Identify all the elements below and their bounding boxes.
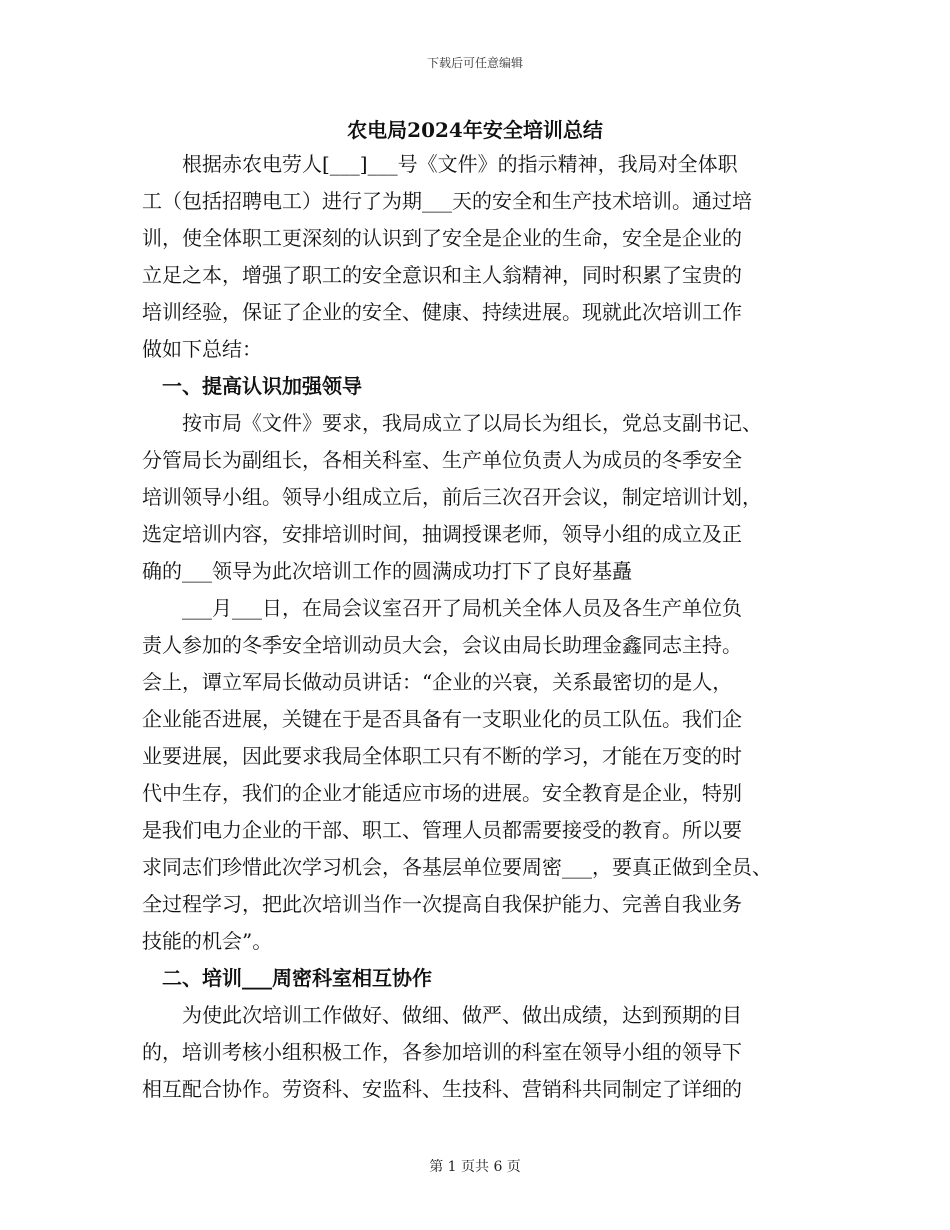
text-line: 企业能否进展，关键在于是否具备有一支职业化的员工队伍。我们企 [142, 707, 742, 731]
section-heading-1: 一、提高认识加强领导 [142, 374, 362, 398]
text-line: 求同志们珍惜此次学习机会，各基层单位要周密___，要真正做到全员、 [142, 855, 772, 879]
text-line: 全过程学习，把此次培训当作一次提高自我保护能力、完善自我业务 [142, 892, 742, 916]
page-header-note: 下载后可任意编辑 [426, 56, 523, 70]
text-line: ___月___日，在局会议室召开了局机关全体人员及各生产单位负 [142, 596, 742, 620]
text-line: 选定培训内容，安排培训时间，抽调授课老师，领导小组的成立及正 [142, 522, 742, 546]
text-line: 分管局长为副组长，各相关科室、生产单位负责人为成员的冬季安全 [142, 448, 742, 472]
section1-paragraph-2 [142, 590, 822, 960]
page-number-footer: 第 1 页共 6 页 [429, 1159, 521, 1175]
text-line: 业要进展，因此要求我局全体职工只有不断的学习，才能在万变的时 [142, 744, 742, 768]
text-line: 是我们电力企业的干部、职工、管理人员都需要接受的教育。所以要 [142, 818, 742, 842]
section2-paragraph-1 [142, 997, 822, 1108]
intro-paragraph [142, 146, 822, 368]
text-line: 的，培训考核小组积极工作，各参加培训的科室在领导小组的领导下 [142, 1040, 742, 1064]
text-line: 立足之本，增强了职工的安全意识和主人翁精神，同时积累了宝贵的 [142, 263, 742, 287]
text-line: 做如下总结： [142, 337, 262, 361]
text-line: 相互配合协作。劳资科、安监科、生技科、营销科共同制定了详细的 [142, 1077, 742, 1101]
text-line: 技能的机会”。 [142, 929, 273, 953]
section1-paragraph-1 [142, 405, 822, 590]
section-heading-2: 二、培训___周密科室相互协作 [142, 966, 432, 990]
text-line: 为使此次培训工作做好、做细、做严、做出成绩，达到预期的目 [142, 1003, 742, 1027]
text-line: 工（包括招聘电工）进行了为期___天的安全和生产技术培训。通过培 [142, 189, 752, 213]
text-line: 训，使全体职工更深刻的认识到了安全是企业的生命，安全是企业的 [142, 226, 742, 250]
text-line: 根据赤农电劳人[___]___号《文件》的指示精神，我局对全体职 [142, 152, 738, 176]
text-line: 会上，谭立军局长做动员讲话：“企业的兴衰，关系最密切的是人， [142, 670, 733, 694]
text-line: 培训经验，保证了企业的安全、健康、持续进展。现就此次培训工作 [142, 300, 742, 324]
text-line: 确的___领导为此次培训工作的圆满成功打下了良好基矗 [142, 559, 632, 583]
text-line: 培训领导小组。领导小组成立后，前后三次召开会议，制定培训计划， [142, 485, 762, 509]
document-title: 农电局2024年安全培训总结 [347, 118, 603, 142]
text-line: 责人参加的冬季安全培训动员大会，会议由局长助理金鑫同志主持。 [142, 633, 742, 657]
text-line: 代中生存，我们的企业才能适应市场的进展。安全教育是企业，特别 [142, 781, 742, 805]
text-line: 按市局《文件》要求，我局成立了以局长为组长，党总支副书记、 [142, 411, 762, 435]
